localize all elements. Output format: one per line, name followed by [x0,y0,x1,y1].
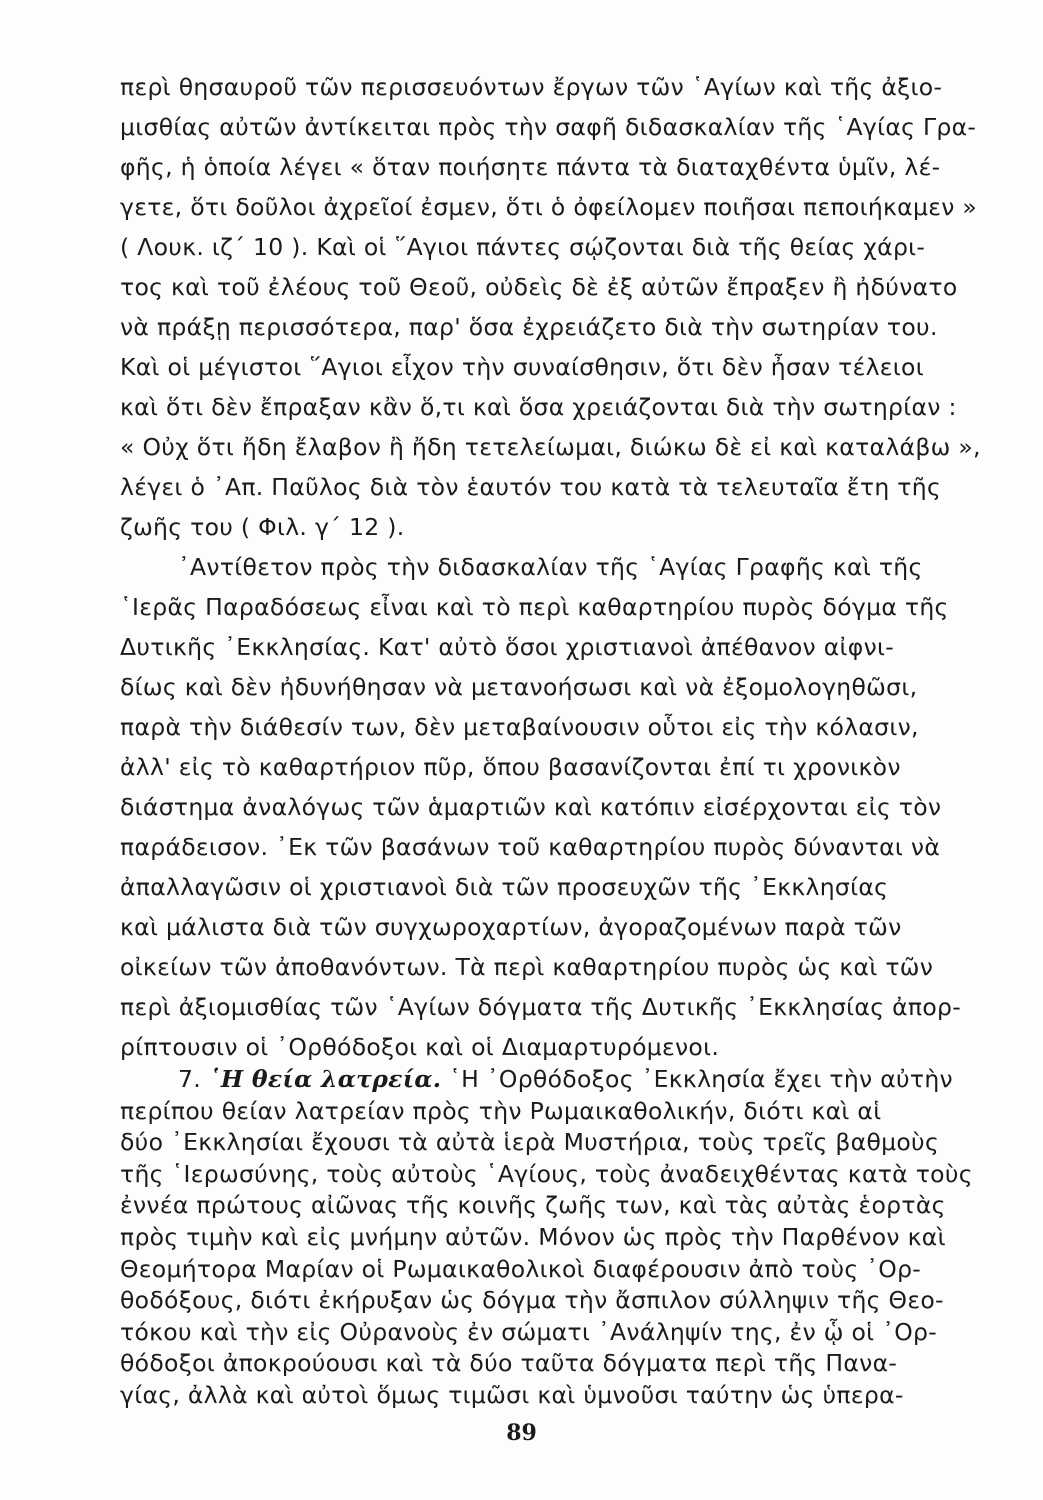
text-line-18: ἀλλ' εἰς τὸ καθαρτήριον πῦρ, ὅπου βασανίζονται ἐπί τι χρονικὸν [120,753,901,782]
text-line-23: οἰκείων τῶν ἀποθανόντων. Τὰ περὶ καθαρτηρίου πυρὸς ὡς καὶ τῶν [120,953,934,982]
section-first-line-text: ῾Η ᾽Ορθόδοξος ᾽Εκκλησία ἔχει τὴν αὐτὴν [449,1065,953,1093]
text-line-22: καὶ μάλιστα διὰ τῶν συγχωροχαρτίων, ἀγοραζομένων παρὰ τῶν [120,913,902,942]
section-text-line-2: δύο ᾽Εκκλησίαι ἔχουσι τὰ αὐτὰ ἱερὰ Μυστήρια, τοὺς τρεῖς βαθμοὺς [120,1128,940,1157]
text-line-14: ῾Ιερᾶς Παραδόσεως εἶναι καὶ τὸ περὶ καθαρτηρίου πυρὸς δόγμα τῆς [120,593,949,622]
section-heading-line [178,1062,953,1096]
text-line-7: νὰ πράξῃ περισσότερα, παρ' ὅσα ἐχρειάζετο διὰ τὴν σωτηρίαν του. [120,313,938,342]
text-line-17: παρὰ τὴν διάθεσίν των, δὲν μεταβαίνουσιν οὗτοι εἰς τὴν κόλασιν, [120,713,919,742]
text-line-5: ( Λουκ. ιζ΄ 10 ). Καὶ οἱ ῞Αγιοι πάντες σῴζονται διὰ τῆς θείας χάρι- [120,233,926,262]
section-text-line-6: Θεομήτορα Μαρίαν οἱ Ρωμαικαθολικοὶ διαφέρουσιν ἀπὸ τοὺς ᾽Ορ- [120,1254,922,1283]
text-line-4: γετε, ὅτι δοῦλοι ἀχρεῖοί ἐσμεν, ὅτι ὁ ὀφείλομεν ποιῆσαι πεποιήκαμεν » [120,193,978,222]
section-text-line-3: τῆς ῾Ιερωσύνης, τοὺς αὐτοὺς ῾Αγίους, τοὺς ἀναδειχθέντας κατὰ τοὺς [120,1159,973,1188]
text-line-25: ρίπτουσιν οἱ ᾽Ορθόδοξοι καὶ οἱ Διαμαρτυρόμενοι. [120,1033,720,1062]
text-line-9: καὶ ὅτι δὲν ἔπραξαν κἂν ὅ,τι καὶ ὅσα χρειάζονται διὰ τὴν σωτηρίαν : [120,393,957,422]
section-text-line-8: τόκου καὶ τὴν εἰς Οὐρανοὺς ἐν σώματι ᾽Ανάληψίν της, ἐν ᾧ οἱ ᾽Ορ- [120,1317,938,1346]
text-line-20: παράδεισον. ᾽Εκ τῶν βασάνων τοῦ καθαρτηρίου πυρὸς δύνανται νὰ [120,833,941,862]
section-text-line-9: θόδοξοι ἀποκρούουσι καὶ τὰ δύο ταῦτα δόγματα περὶ τῆς Πανα- [120,1349,898,1378]
section-text-line-4: ἐννέα πρώτους αἰῶνας τῆς κοινῆς ζωῆς των, καὶ τὰς αὐτὰς ἑορτὰς [120,1191,946,1220]
text-line-24: περὶ ἀξιομισθίας τῶν ῾Αγίων δόγματα τῆς Δυτικῆς ᾽Εκκλησίας ἀπορ- [120,993,961,1022]
section-text-line-10: γίας, ἀλλὰ καὶ αὐτοὶ ὅμως τιμῶσι καὶ ὑμνοῦσι ταύτην ὡς ὑπερα- [120,1381,904,1409]
text-line-11: λέγει ὁ ᾽Απ. Παῦλος διὰ τὸν ἑαυτόν του κατὰ τὰ τελευταῖα ἔτη τῆς [120,473,942,502]
text-line-8: Καὶ οἱ μέγιστοι ῞Αγιοι εἶχον τὴν συναίσθησιν, ὅτι δὲν ἦσαν τέλειοι [120,353,924,382]
text-line-21: ἀπαλλαγῶσιν οἱ χριστιανοὶ διὰ τῶν προσευχῶν τῆς ᾽Εκκλησίας [120,873,889,902]
text-line-10: « Οὐχ ὅτι ἤδη ἔλαβον ἢ ἤδη τετελείωμαι, διώκω δὲ εἰ καὶ καταλάβω », [120,433,981,462]
section-text-line-1: περίπου θείαν λατρείαν πρὸς τὴν Ρωμαικαθολικήν, διότι καὶ αἱ [120,1096,882,1125]
section-heading: ῾Η θεία λατρεία. [208,1065,442,1093]
text-line-13: ᾽Αντίθετον πρὸς τὴν διδασκαλίαν τῆς ῾Αγίας Γραφῆς καὶ τῆς [178,553,923,582]
section-text-line-7b: θοδόξους, διότι ἐκήρυξαν ὡς δόγμα τὴν ἄσπιλον σύλληψιν τῆς Θεο- [120,1286,944,1315]
page-number: 89 [506,1420,537,1446]
section-text-line-5: πρὸς τιμὴν καὶ εἰς μνήμην αὐτῶν. Μόνον ὡς πρὸς τὴν Παρθένον καὶ [120,1223,946,1251]
text-line-12: ζωῆς του ( Φιλ. γ΄ 12 ). [120,513,405,542]
text-line-3: φῆς, ἡ ὁποία λέγει « ὅταν ποιήσητε πάντα τὰ διαταχθέντα ὑμῖν, λέ- [120,153,941,182]
text-line-2: μισθίας αὐτῶν ἀντίκειται πρὸς τὴν σαφῆ διδασκαλίαν τῆς ῾Αγίας Γρα- [120,113,977,142]
text-line-19: διάστημα ἀναλόγως τῶν ἁμαρτιῶν καὶ κατόπιν εἰσέρχονται εἰς τὸν [120,793,942,822]
text-line-6: τος καὶ τοῦ ἐλέους τοῦ Θεοῦ, οὐδεὶς δὲ ἐξ αὐτῶν ἔπραξεν ἢ ἠδύνατο [120,273,958,302]
text-line-1: περὶ θησαυροῦ τῶν περισσευόντων ἔργων τῶν ῾Αγίων καὶ τῆς ἀξιο- [120,73,943,101]
text-line-15: Δυτικῆς ᾽Εκκλησίας. Κατ' αὐτὸ ὅσοι χριστιανοὶ ἀπέθανον αἰφνι- [120,633,895,662]
section-number: 7. [178,1065,202,1093]
text-line-16: δίως καὶ δὲν ἠδυνήθησαν νὰ μετανοήσωσι καὶ νὰ ἐξομολογηθῶσι, [120,673,918,702]
